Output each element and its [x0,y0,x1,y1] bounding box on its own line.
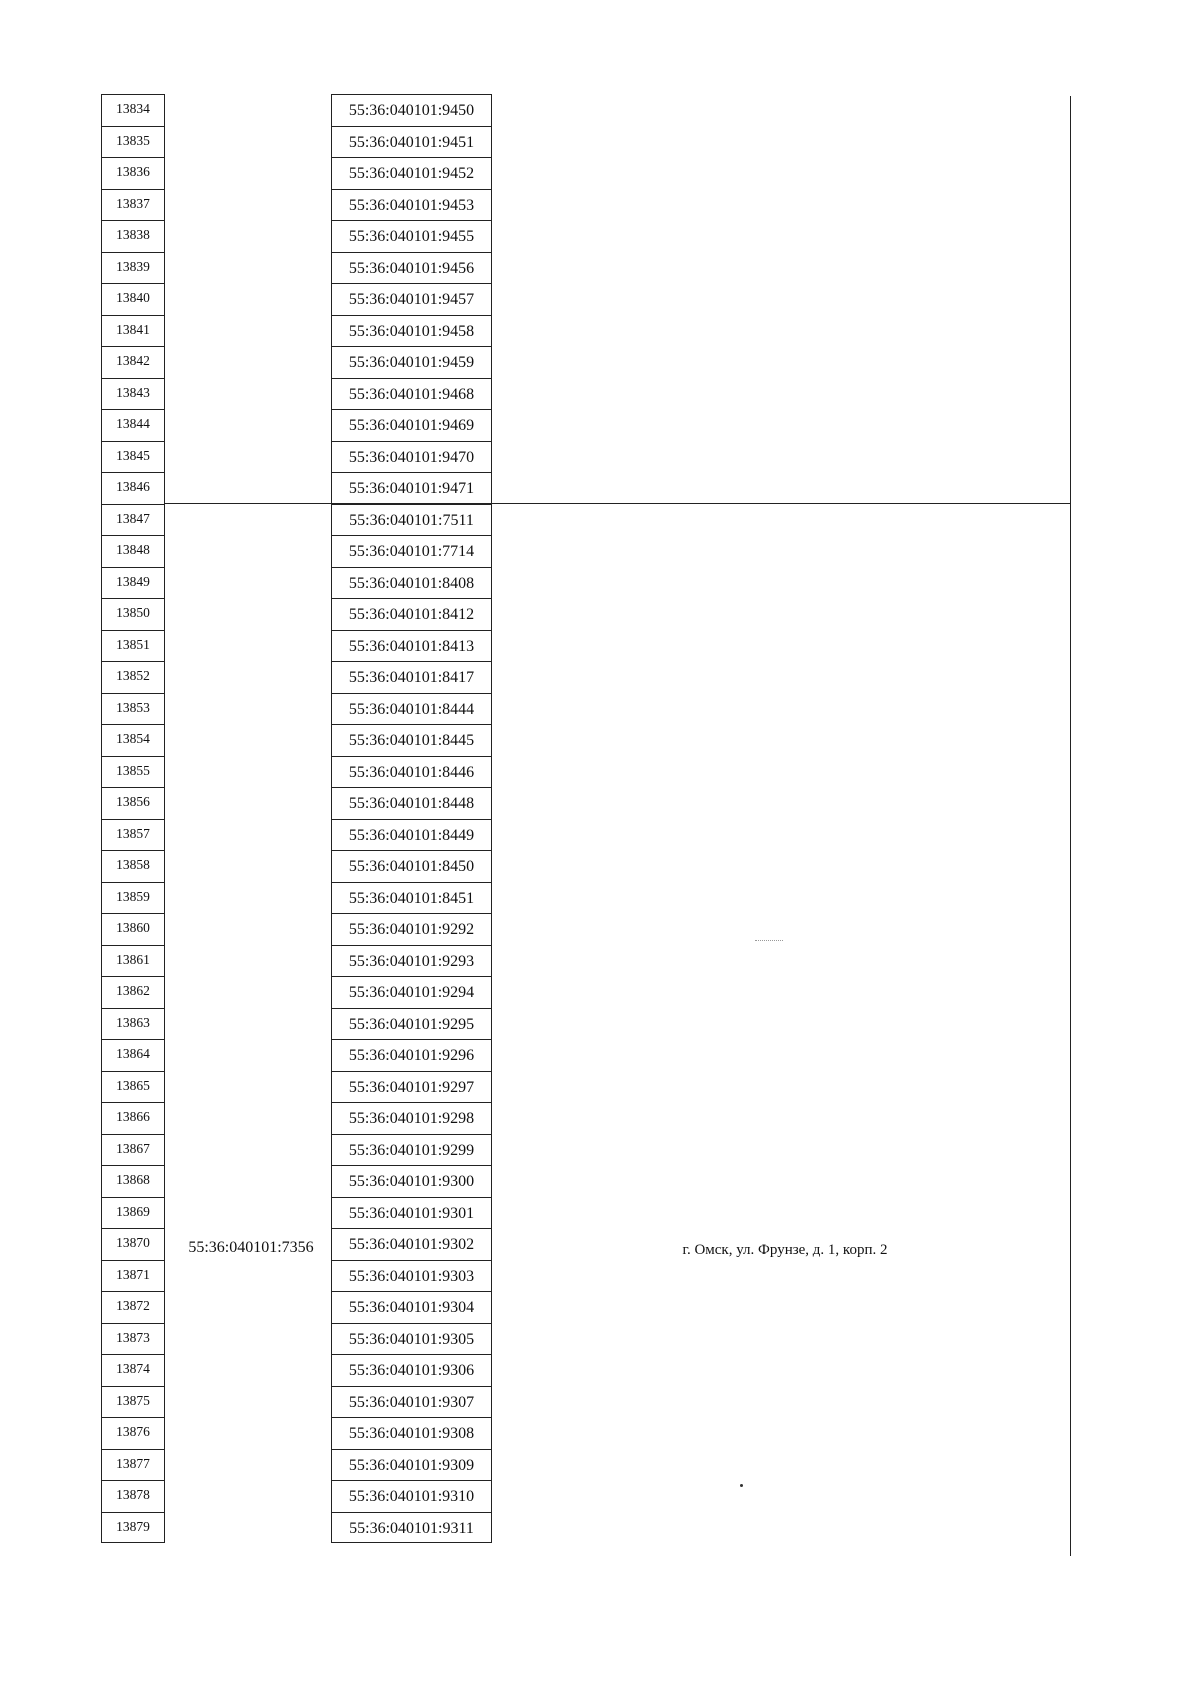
row-number-cell: 13838 [101,220,165,252]
cadastral-number-cell: 55:36:040101:8412 [331,598,492,630]
row-number-cell: 13857 [101,819,165,851]
row-number-cell: 13840 [101,283,165,315]
row-number-cell: 13865 [101,1071,165,1103]
row-number-cell: 13851 [101,630,165,662]
parent-cadastral-number: 55:36:040101:7356 [188,1239,314,1256]
cadastral-number-cell: 55:36:040101:9450 [331,94,492,126]
row-number-cell: 13845 [101,441,165,473]
row-number-cell: 13866 [101,1102,165,1134]
cadastral-number-cell: 55:36:040101:9469 [331,409,492,441]
row-number-cell: 13875 [101,1386,165,1418]
cadastral-number-cell: 55:36:040101:8444 [331,693,492,725]
cadastral-number-cell: 55:36:040101:9302 [331,1228,492,1260]
row-number-cell: 13877 [101,1449,165,1481]
row-number-cell: 13844 [101,409,165,441]
cadastral-number-cell: 55:36:040101:9456 [331,252,492,284]
cadastral-number-cell: 55:36:040101:9471 [331,472,492,504]
row-number-cell: 13873 [101,1323,165,1355]
scan-artifact [755,940,783,941]
cadastral-number-cell: 55:36:040101:7511 [331,504,492,536]
cadastral-number-cell: 55:36:040101:8445 [331,724,492,756]
row-number-cell: 13862 [101,976,165,1008]
row-number-cell: 13850 [101,598,165,630]
row-number-cell: 13837 [101,189,165,221]
cadastral-number-cell: 55:36:040101:9303 [331,1260,492,1292]
cadastral-number-cell: 55:36:040101:9296 [331,1039,492,1071]
cadastral-number-cell: 55:36:040101:9453 [331,189,492,221]
cadastral-number-cell: 55:36:040101:9298 [331,1102,492,1134]
cadastral-number-cell: 55:36:040101:9307 [331,1386,492,1418]
cadastral-number-cell: 55:36:040101:9305 [331,1323,492,1355]
row-number-cell: 13861 [101,945,165,977]
cadastral-number-column [331,94,492,1543]
cadastral-number-cell: 55:36:040101:9459 [331,346,492,378]
row-number-cell: 13835 [101,126,165,158]
cadastral-number-cell: 55:36:040101:8417 [331,661,492,693]
cadastral-number-cell: 55:36:040101:8413 [331,630,492,662]
row-number-cell: 13834 [101,94,165,126]
row-number-cell: 13871 [101,1260,165,1292]
cadastral-number-cell: 55:36:040101:8408 [331,567,492,599]
cadastral-number-cell: 55:36:040101:9294 [331,976,492,1008]
row-number-cell: 13867 [101,1134,165,1166]
cadastral-number-cell: 55:36:040101:9304 [331,1291,492,1323]
building-address: г. Омск, ул. Фрунзе, д. 1, корп. 2 [682,1242,888,1258]
cadastral-number-cell: 55:36:040101:9452 [331,157,492,189]
cadastral-number-cell: 55:36:040101:9306 [331,1354,492,1386]
cadastral-number-cell: 55:36:040101:7714 [331,535,492,567]
row-number-cell: 13863 [101,1008,165,1040]
row-number-cell: 13853 [101,693,165,725]
row-number-cell: 13847 [101,504,165,536]
cadastral-number-cell: 55:36:040101:9309 [331,1449,492,1481]
cadastral-number-cell: 55:36:040101:9299 [331,1134,492,1166]
row-number-cell: 13868 [101,1165,165,1197]
cadastral-number-cell: 55:36:040101:9458 [331,315,492,347]
row-number-cell: 13879 [101,1512,165,1544]
row-number-cell: 13869 [101,1197,165,1229]
row-number-cell: 13870 [101,1228,165,1260]
row-number-cell: 13839 [101,252,165,284]
cadastral-number-cell: 55:36:040101:9295 [331,1008,492,1040]
cadastral-number-cell: 55:36:040101:9301 [331,1197,492,1229]
table-right-border [1070,96,1071,1556]
cadastral-number-cell: 55:36:040101:8450 [331,850,492,882]
group-separator-line [165,503,1071,504]
cadastral-number-cell: 55:36:040101:9457 [331,283,492,315]
scan-artifact [740,1484,743,1487]
cadastral-number-cell: 55:36:040101:9297 [331,1071,492,1103]
row-number-cell: 13843 [101,378,165,410]
cadastral-number-cell: 55:36:040101:9451 [331,126,492,158]
cadastral-number-cell: 55:36:040101:9470 [331,441,492,473]
row-number-column [101,94,165,1543]
row-number-cell: 13878 [101,1480,165,1512]
row-number-cell: 13842 [101,346,165,378]
cadastral-number-cell: 55:36:040101:9292 [331,913,492,945]
cadastral-number-cell: 55:36:040101:9468 [331,378,492,410]
cadastral-number-cell: 55:36:040101:9293 [331,945,492,977]
row-number-cell: 13860 [101,913,165,945]
cadastral-number-cell: 55:36:040101:9300 [331,1165,492,1197]
cadastral-number-cell: 55:36:040101:9310 [331,1480,492,1512]
row-number-cell: 13855 [101,756,165,788]
cadastral-number-cell: 55:36:040101:8451 [331,882,492,914]
row-number-cell: 13846 [101,472,165,504]
cadastral-number-cell: 55:36:040101:8448 [331,787,492,819]
row-number-cell: 13848 [101,535,165,567]
row-number-cell: 13872 [101,1291,165,1323]
row-number-cell: 13876 [101,1417,165,1449]
row-number-cell: 13858 [101,850,165,882]
cadastral-number-cell: 55:36:040101:9311 [331,1512,492,1544]
cadastral-number-cell: 55:36:040101:8449 [331,819,492,851]
row-number-cell: 13841 [101,315,165,347]
cadastral-number-cell: 55:36:040101:9308 [331,1417,492,1449]
row-number-cell: 13849 [101,567,165,599]
cadastral-number-cell: 55:36:040101:9455 [331,220,492,252]
row-number-cell: 13854 [101,724,165,756]
row-number-cell: 13856 [101,787,165,819]
row-number-cell: 13864 [101,1039,165,1071]
row-number-cell: 13852 [101,661,165,693]
row-number-cell: 13836 [101,157,165,189]
row-number-cell: 13859 [101,882,165,914]
cadastral-number-cell: 55:36:040101:8446 [331,756,492,788]
row-number-cell: 13874 [101,1354,165,1386]
